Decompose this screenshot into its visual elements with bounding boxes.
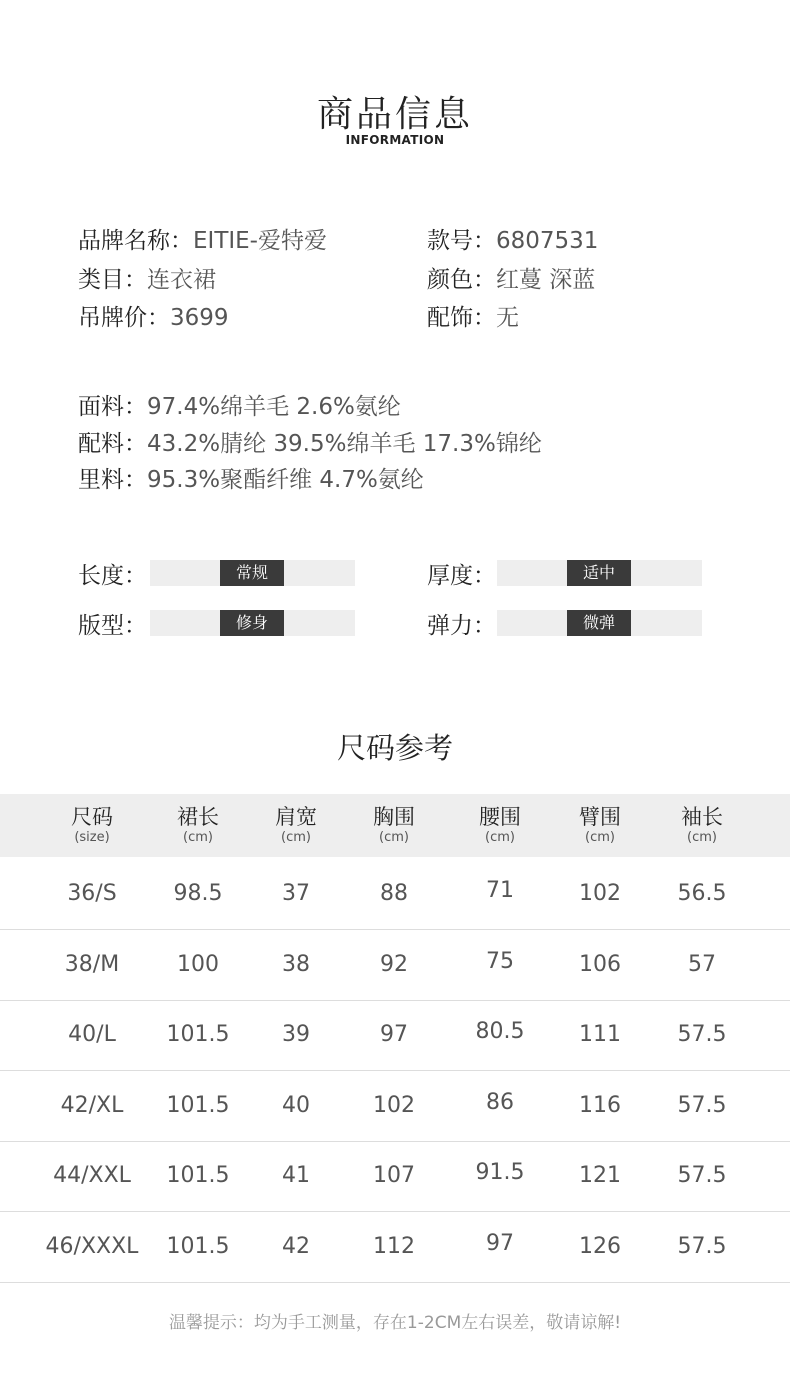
fabric-info: [78, 388, 401, 421]
size-table-header: [0, 794, 790, 857]
accessory-label: 配饰：: [427, 305, 496, 331]
table-cell: 37: [282, 881, 310, 906]
header-sleeve-label: 袖长: [681, 805, 723, 829]
table-cell: 100: [177, 951, 219, 977]
table-row: [0, 1212, 790, 1283]
header-cell: [37, 804, 147, 846]
header-cell: [545, 804, 655, 846]
table-cell: 102: [373, 1092, 415, 1118]
table-cell: 101.5: [166, 1092, 230, 1118]
accessory-info: [427, 299, 519, 332]
brand-value: EITIE-爱特爱: [193, 228, 327, 254]
table-row: [0, 1071, 790, 1142]
category-info: [78, 261, 216, 294]
header-arm-label: 臂围: [579, 805, 621, 829]
fit-scale: [150, 610, 355, 636]
table-cell: 42/XL: [60, 1092, 124, 1118]
header-length-unit: (cm): [183, 830, 213, 845]
header-shoulder-label: 肩宽: [275, 805, 317, 829]
table-cell: 71: [486, 878, 514, 903]
lining-label: 里料：: [78, 467, 147, 493]
table-cell: 101.5: [166, 1233, 230, 1259]
trim-info: [78, 425, 542, 458]
table-cell: 106: [579, 951, 621, 977]
lining-info: [78, 461, 424, 494]
length-label: 长度：: [78, 563, 147, 589]
table-cell: 44/XXL: [53, 1163, 131, 1188]
table-cell: 126: [579, 1233, 621, 1259]
color-label: 颜色：: [427, 267, 496, 293]
table-cell: 88: [380, 881, 408, 906]
header-cell: [241, 804, 351, 846]
table-cell: 121: [579, 1163, 621, 1188]
table-cell: 102: [579, 881, 621, 906]
price-info: [78, 299, 229, 332]
color-info: [427, 261, 595, 294]
price-value: 3699: [170, 305, 229, 331]
table-cell: 36/S: [67, 881, 117, 906]
fit-tag: 修身: [220, 610, 284, 636]
table-cell: 116: [579, 1092, 621, 1118]
elasticity-scale: [497, 610, 702, 636]
elasticity-tag: 微弹: [567, 610, 631, 636]
accessory-value: 无: [496, 305, 519, 331]
table-cell: 97: [486, 1230, 514, 1256]
style-no-value: 6807531: [496, 228, 599, 254]
header-size-label: 尺码: [71, 805, 113, 829]
header-waist-unit: (cm): [485, 830, 515, 845]
category-label: 类目：: [78, 267, 147, 293]
table-cell: 92: [380, 951, 408, 977]
fabric-label: 面料：: [78, 394, 147, 420]
header-chest-unit: (cm): [379, 830, 409, 845]
table-cell: 57.5: [677, 1022, 727, 1047]
table-cell: 98.5: [173, 881, 223, 906]
header-shoulder-unit: (cm): [281, 830, 311, 845]
table-cell: 86: [486, 1089, 514, 1115]
thickness-label: 厚度：: [427, 563, 496, 589]
table-cell: 101.5: [166, 1022, 230, 1047]
elasticity-label: 弹力：: [427, 613, 496, 639]
table-cell: 57.5: [677, 1163, 727, 1188]
category-value: 连衣裙: [147, 267, 216, 293]
table-cell: 39: [282, 1022, 310, 1047]
header-chest-label: 胸围: [373, 805, 415, 829]
header-length-label: 裙长: [177, 805, 219, 829]
table-cell: 107: [373, 1163, 415, 1188]
table-cell: 57.5: [677, 1092, 727, 1118]
page-subtitle: INFORMATION: [345, 133, 445, 147]
trim-value: 43.2%腈纶 39.5%绵羊毛 17.3%锦纶: [147, 431, 542, 457]
style-no-info: [427, 222, 598, 255]
header-cell: [647, 804, 757, 846]
trim-label: 配料：: [78, 431, 147, 457]
table-cell: 57.5: [677, 1233, 727, 1259]
measurement-note: 温馨提示：均为手工测量，存在1-2CM左右误差，敬请谅解!: [168, 1313, 622, 1333]
table-row: [0, 1000, 790, 1071]
length-scale: [150, 560, 355, 586]
header-sleeve-unit: (cm): [687, 830, 717, 845]
lining-value: 95.3%聚酯纤维 4.7%氨纶: [147, 467, 424, 493]
table-cell: 111: [579, 1022, 621, 1047]
table-cell: 46/XXXL: [45, 1233, 139, 1259]
header-cell: [339, 804, 449, 846]
table-row: [0, 859, 790, 930]
table-cell: 97: [380, 1022, 408, 1047]
header-arm-unit: (cm): [585, 830, 615, 845]
fit-label: 版型：: [78, 613, 147, 639]
table-cell: 80.5: [475, 1019, 525, 1044]
table-cell: 57: [688, 951, 716, 977]
table-cell: 40/L: [68, 1022, 116, 1047]
color-value: 红蔓 深蓝: [496, 267, 596, 293]
table-cell: 42: [282, 1233, 310, 1259]
thickness-scale: [497, 560, 702, 586]
table-cell: 112: [373, 1233, 415, 1259]
table-cell: 41: [282, 1163, 310, 1188]
table-cell: 91.5: [475, 1160, 525, 1185]
thickness-tag: 适中: [567, 560, 631, 586]
header-cell: [445, 804, 555, 846]
page-title: 商品信息: [316, 94, 473, 135]
header-size-unit: (size): [74, 830, 110, 845]
table-cell: 38: [282, 951, 310, 977]
fabric-value: 97.4%绵羊毛 2.6%氨纶: [147, 394, 401, 420]
size-chart-title: 尺码参考: [336, 731, 453, 765]
table-cell: 38/M: [64, 951, 120, 977]
table-cell: 101.5: [166, 1163, 230, 1188]
table-cell: 75: [486, 948, 514, 974]
brand-label: 品牌名称：: [78, 228, 193, 254]
brand-info: [78, 222, 327, 255]
header-cell: [143, 804, 253, 846]
length-tag: 常规: [220, 560, 284, 586]
price-label: 吊牌价：: [78, 305, 170, 331]
table-cell: 56.5: [677, 881, 727, 906]
table-cell: 40: [282, 1092, 310, 1118]
style-no-label: 款号：: [427, 228, 496, 254]
table-row: [0, 930, 790, 1001]
header-waist-label: 腰围: [479, 805, 521, 829]
table-row: [0, 1141, 790, 1212]
